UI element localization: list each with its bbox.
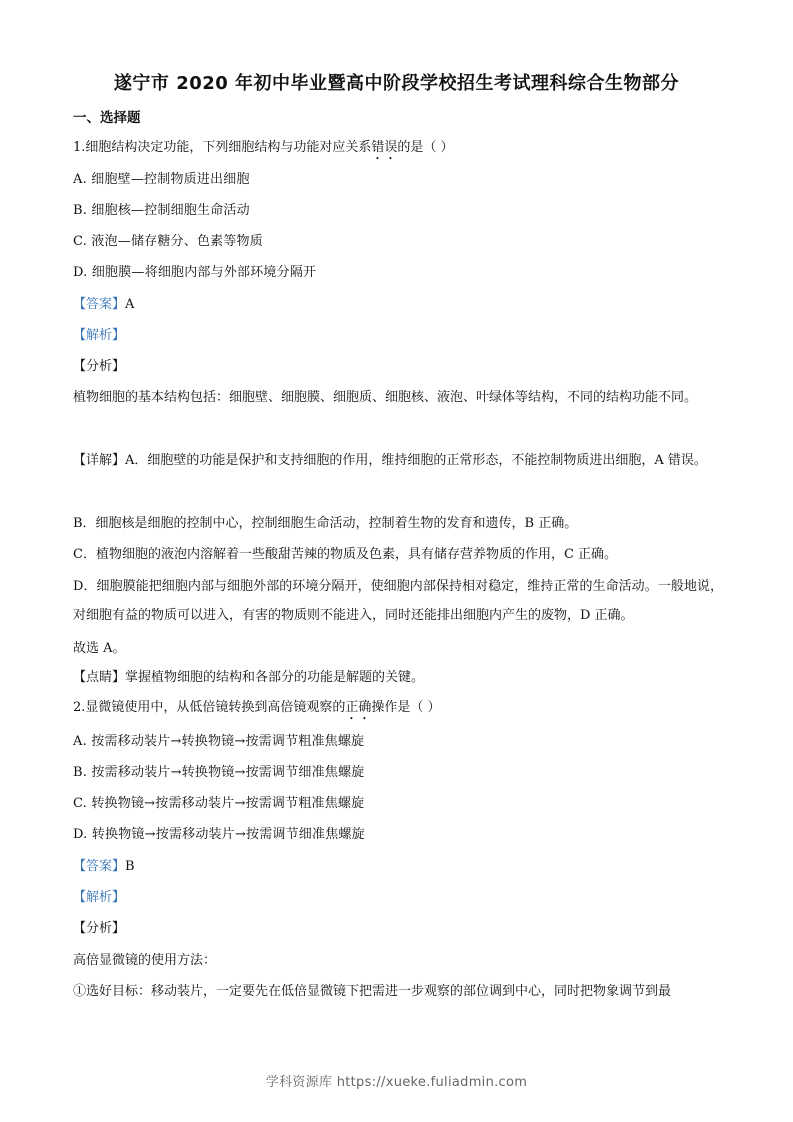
question-2-stem-part-a: 2.显微镜使用中，从低倍镜转换到高倍镜观察的 bbox=[73, 700, 346, 715]
section-heading-choice: 一、选择题 bbox=[73, 110, 141, 126]
tip-text: 掌握植物细胞的结构和各部分的功能是解题的关键。 bbox=[125, 670, 425, 685]
question-2-option-c: C. 转换物镜→按需移动装片→按需调节粗准焦螺旋 bbox=[73, 796, 365, 811]
question-1-detail-a bbox=[73, 446, 723, 475]
question-1-stem-part-b: 的是（ ） bbox=[397, 140, 454, 155]
question-1-stem bbox=[73, 139, 723, 163]
question-1-detail-b: B．细胞核是细胞的控制中心，控制细胞生命活动，控制着生物的发育和遗传，B 正确。 bbox=[73, 516, 578, 531]
question-1-jiexi-tag: 【解析】 bbox=[73, 328, 126, 343]
question-1-detail-d: D．细胞膜能把细胞内部与细胞外部的环境分隔开，使细胞内部保持相对稳定，维持正常的生命活动。一般地说，对细胞有益的物质可以进入，有害的物质则不能进入，同时还能排出细胞内产生的废物，D 正确。 bbox=[73, 579, 723, 623]
question-2-stem-part-b: 操作是（ ） bbox=[371, 700, 441, 715]
question-2-method: 高倍显微镜的使用方法： bbox=[73, 953, 217, 968]
question-2-answer bbox=[73, 858, 723, 876]
answer-tag: 【答案】 bbox=[73, 297, 126, 312]
question-2-option-a: A. 按需移动装片→转换物镜→按需调节粗准焦螺旋 bbox=[73, 734, 365, 749]
tip-tag: 【点睛】 bbox=[73, 670, 126, 685]
question-2-option-d: D. 转换物镜→按需移动装片→按需调节细准焦螺旋 bbox=[73, 827, 365, 842]
question-2-stem bbox=[73, 699, 723, 723]
answer-value: B bbox=[125, 859, 135, 874]
question-1-option-c: C. 液泡—储存糖分、色素等物质 bbox=[73, 234, 263, 249]
question-1-answer bbox=[73, 296, 723, 314]
question-2-stem-emphasis: 正确 bbox=[345, 700, 372, 715]
question-1-option-a: A. 细胞壁—控制物质进出细胞 bbox=[73, 172, 250, 187]
question-2-fenxi-tag: 【分析】 bbox=[73, 921, 126, 936]
question-1-analysis: 植物细胞的基本结构包括：细胞壁、细胞膜、细胞质、细胞核、液泡、叶绿体等结构，不同的结构功能不同。 bbox=[73, 390, 698, 405]
question-1-stem-emphasis: 错误 bbox=[371, 140, 398, 155]
answer-tag: 【答案】 bbox=[73, 859, 126, 874]
page-title: 遂宁市 2020 年初中毕业暨高中阶段学校招生考试理科综合生物部分 bbox=[113, 73, 680, 94]
detail-a-text: A．细胞壁的功能是保护和支持细胞的作用，维持细胞的正常形态，不能控制物质进出细胞，A 错误。 bbox=[125, 453, 707, 468]
question-1-choose: 故选 A。 bbox=[73, 641, 126, 656]
question-2-step-1: ①选好目标：移动装片，一定要先在低倍显微镜下把需进一步观察的部位调到中心，同时把物象调节到最 bbox=[73, 984, 672, 999]
question-2-jiexi-tag: 【解析】 bbox=[73, 890, 126, 905]
question-1-stem-part-a: 1.细胞结构决定功能，下列细胞结构与功能对应关系 bbox=[73, 140, 372, 155]
question-1-fenxi-tag: 【分析】 bbox=[73, 359, 126, 374]
answer-value: A bbox=[125, 297, 135, 312]
footer-watermark: 学科资源库 https://xueke.fuliadmin.com bbox=[265, 1075, 528, 1090]
question-1-detail-c: C．植物细胞的液泡内溶解着一些酸甜苦辣的物质及色素，具有储存营养物质的作用，C 正确。 bbox=[73, 547, 618, 562]
question-2-option-b: B. 按需移动装片→转换物镜→按需调节细准焦螺旋 bbox=[73, 765, 365, 780]
question-1-option-b: B. 细胞核—控制细胞生命活动 bbox=[73, 203, 250, 218]
question-1-tip bbox=[73, 669, 723, 687]
question-1-option-d: D. 细胞膜—将细胞内部与外部环境分隔开 bbox=[73, 265, 317, 280]
detail-tag: 【详解】 bbox=[73, 453, 126, 468]
